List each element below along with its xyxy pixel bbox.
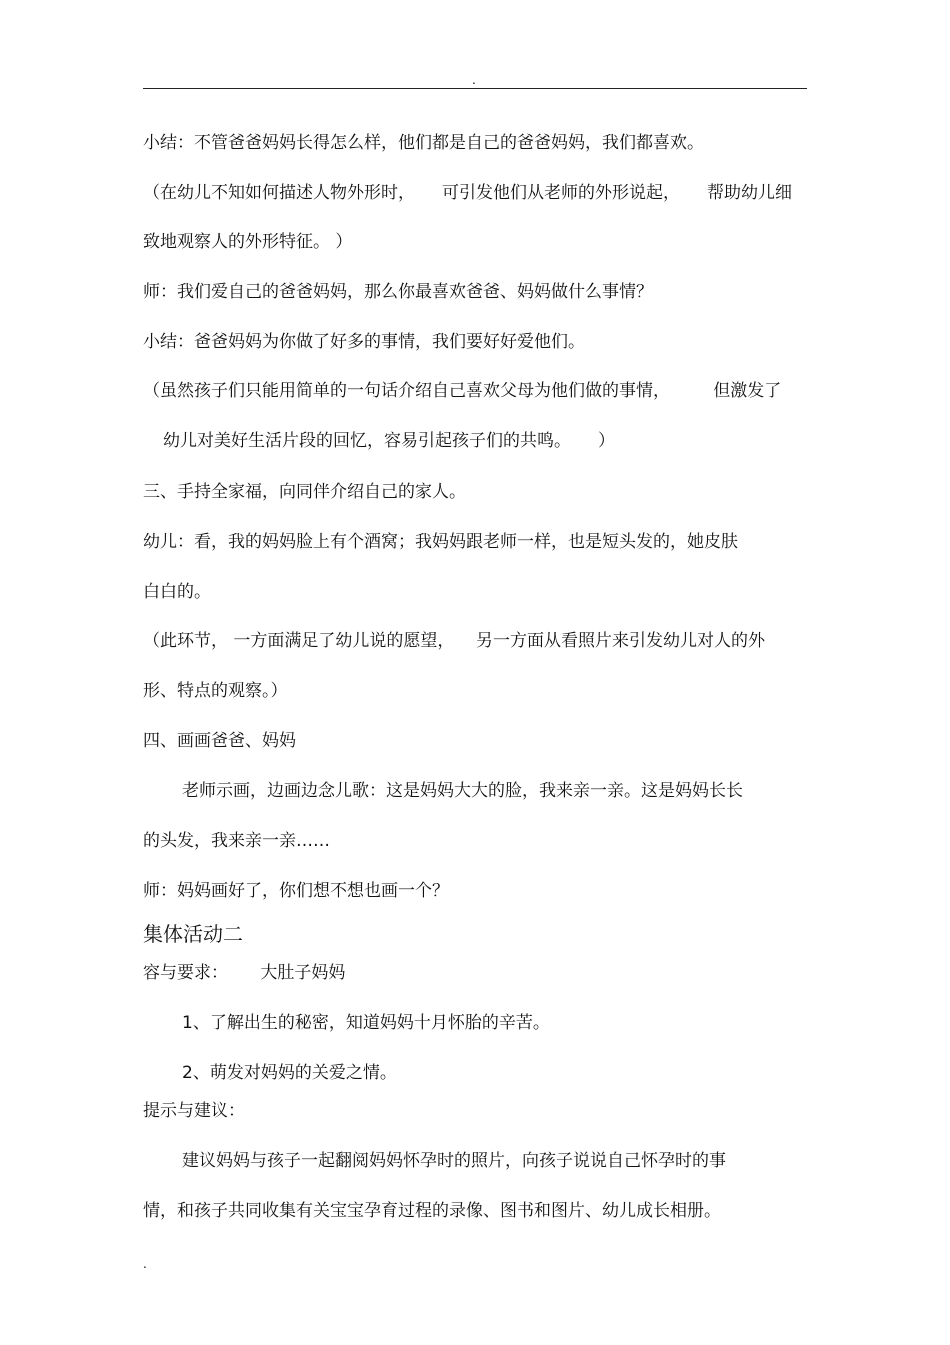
note-line-3a: （此环节， 一方面满足了幼儿说的愿望， 另一方面从看照片来引发幼儿对人的外: [143, 631, 766, 651]
child-speech-line-a: 幼儿：看，我的妈妈脸上有个酒窝；我妈妈跟老师一样，也是短头发的，她皮肤: [143, 532, 738, 552]
content-requirements: 容与要求： 大肚子妈妈: [143, 963, 346, 983]
note-line-1a: （在幼儿不知如何描述人物外形时， 可引发他们从老师的外形说起， 帮助幼儿细: [143, 183, 793, 203]
step-three-heading: 三、手持全家福，向同伴介绍自己的家人。: [143, 482, 466, 502]
note-line-2b: 幼儿对美好生活片段的回忆，容易引起孩子们的共鸣。 ）: [163, 431, 616, 451]
header-rule: [143, 88, 807, 89]
teacher-question-1: 师：我们爱自己的爸爸妈妈，那么你最喜欢爸爸、妈妈做什么事情？: [143, 282, 653, 302]
step-four-heading: 四、画画爸爸、妈妈: [143, 731, 296, 751]
teacher-question-2: 师：妈妈画好了，你们想不想也画一个？: [143, 881, 449, 901]
note-line-2a: （虽然孩子们只能用简单的一句话介绍自己喜欢父母为他们做的事情， 但激发了: [143, 381, 782, 401]
goal-item-1: 1、了解出生的秘密，知道妈妈十月怀胎的辛苦。: [182, 1013, 550, 1033]
teacher-demo-line-a: 老师示画，边画边念儿歌：这是妈妈大大的脸，我来亲一亲。这是妈妈长长: [182, 781, 743, 801]
activity-two-title: 集体活动二: [143, 922, 243, 946]
summary-line-1: 小结：不管爸爸妈妈长得怎么样，他们都是自己的爸爸妈妈，我们都喜欢。: [143, 133, 704, 153]
goal-item-2: 2、萌发对妈妈的关爱之情。: [182, 1063, 397, 1083]
tips-heading: 提示与建议：: [143, 1101, 245, 1121]
note-line-3b: 形、特点的观察。）: [143, 681, 288, 701]
summary-line-2: 小结：爸爸妈妈为你做了好多的事情，我们要好好爱他们。: [143, 332, 585, 352]
header-dot: .: [472, 73, 476, 87]
footer-dot: .: [143, 1257, 147, 1271]
tips-line-b: 情，和孩子共同收集有关宝宝孕育过程的录像、图书和图片、幼儿成长相册。: [143, 1201, 721, 1221]
tips-line-a: 建议妈妈与孩子一起翻阅妈妈怀孕时的照片，向孩子说说自己怀孕时的事: [182, 1151, 726, 1171]
child-speech-line-b: 白白的。: [143, 582, 211, 602]
teacher-demo-line-b: 的头发，我来亲一亲……: [143, 831, 330, 851]
note-line-1b: 致地观察人的外形特征。 ）: [143, 232, 353, 252]
